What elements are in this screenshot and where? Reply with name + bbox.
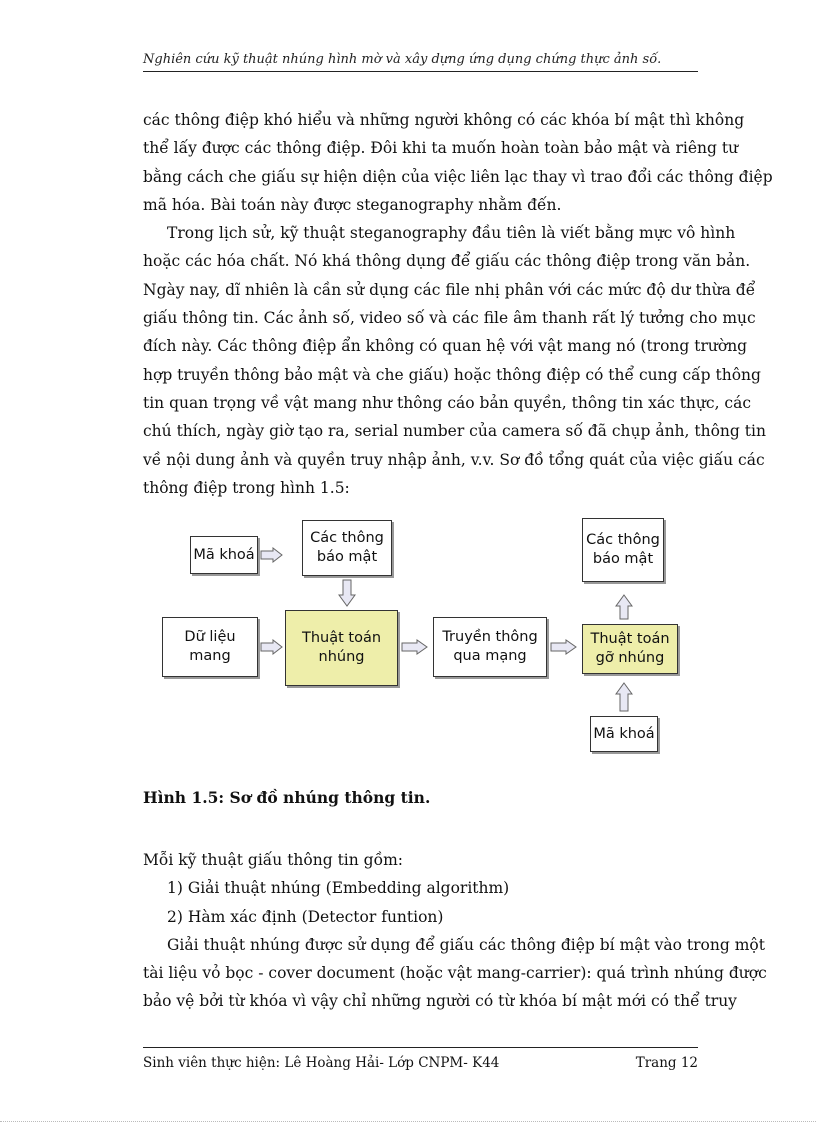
list-item: 1) Giải thuật nhúng (Embedding algorithm)	[167, 879, 510, 898]
arrow-right-icon	[550, 639, 578, 655]
key-box-right: Mã khoá	[590, 716, 658, 752]
figure-caption: Hình 1.5: Sơ đồ nhúng thông tin.	[143, 788, 431, 807]
paragraph-line: các thông điệp khó hiểu và những người không có các khóa bí mật thì không	[143, 111, 745, 129]
secret-messages-output-box: Các thông báo mật	[582, 518, 664, 582]
footer-divider	[143, 1047, 698, 1048]
paragraph-line: bảo vệ bởi từ khóa vì vậy chỉ những người có từ khóa bí mật mới có thể truy	[143, 992, 737, 1011]
page-header: Nghiên cứu kỹ thuật nhúng hình mờ và xây dựng ứng dụng chứng thực ảnh số.	[143, 52, 662, 67]
arrow-right-icon	[401, 639, 429, 655]
carrier-data-box: Dữ liệu mang	[162, 617, 258, 677]
page-number: Trang 12	[635, 1055, 698, 1071]
network-transmission-box: Truyền thông qua mạng	[433, 617, 547, 677]
paragraph-line: Trong lịch sử, kỹ thuật steganography đầu tiên là viết bằng mực vô hình	[167, 224, 736, 243]
arrow-right-icon	[260, 639, 284, 655]
paragraph-line: về nội dung ảnh và quyền truy nhập ảnh, v.v. Sơ đồ tổng quát của việc giấu các	[143, 450, 765, 469]
paragraph-line: bằng cách che giấu sự hiện diện của việc liên lạc thay vì trao đổi các thông điệp	[143, 167, 773, 186]
list-item: 2) Hàm xác định (Detector funtion)	[167, 907, 444, 926]
extraction-algorithm-box: Thuật toán gỡ nhúng	[582, 624, 678, 674]
body-text	[143, 106, 773, 502]
paragraph-line: chú thích, ngày giờ tạo ra, serial number của camera số đã chụp ảnh, thông tin	[143, 422, 766, 441]
section-intro: Mỗi kỹ thuật giấu thông tin gồm:	[143, 851, 403, 869]
section-text	[143, 846, 767, 1016]
paragraph-line: Ngày nay, dĩ nhiên là cần sử dụng các file nhị phân với các mức độ dư thừa để	[143, 280, 756, 299]
header-divider	[143, 71, 698, 72]
paragraph-line: hoặc các hóa chất. Nó khá thông dụng để giấu các thông điệp trong văn bản.	[143, 252, 751, 271]
paragraph-line: tin quan trọng về vật mang như thông cáo bản quyền, thông tin xác thực, các	[143, 393, 752, 412]
embedding-diagram	[150, 512, 710, 772]
paragraph-line: giấu thông tin. Các ảnh số, video số và các file âm thanh rất lý tưởng cho mục	[143, 309, 756, 328]
paragraph-line: thông điệp trong hình 1.5:	[143, 478, 350, 497]
page-edge	[0, 1121, 816, 1122]
secret-messages-box: Các thông báo mật	[302, 520, 392, 576]
paragraph-line: tài liệu vỏ bọc - cover document (hoặc vật mang-carrier): quá trình nhúng được	[143, 964, 767, 983]
arrow-up-icon	[615, 594, 633, 620]
arrow-up-icon	[615, 682, 633, 712]
page-footer	[143, 1055, 698, 1071]
arrow-right-icon	[260, 547, 284, 563]
embedding-algorithm-box: Thuật toán nhúng	[285, 610, 398, 686]
key-box-left: Mã khoá	[190, 536, 258, 574]
paragraph-line: mã hóa. Bài toán này được steganography nhằm đến.	[143, 195, 562, 214]
footer-author: Sinh viên thực hiện: Lê Hoàng Hải- Lớp CNPM- K44	[143, 1055, 500, 1071]
arrow-down-icon	[338, 579, 356, 607]
paragraph-line: hợp truyền thông bảo mật và che giấu) hoặc thông điệp có thể cung cấp thông	[143, 365, 761, 384]
paragraph-line: Giải thuật nhúng được sử dụng để giấu các thông điệp bí mật vào trong một	[167, 935, 765, 954]
paragraph-line: thể lấy được các thông điệp. Đôi khi ta muốn hoàn toàn bảo mật và riêng tư	[143, 139, 739, 158]
paragraph-line: đích này. Các thông điệp ẩn không có quan hệ với vật mang nó (trong trường	[143, 337, 748, 356]
